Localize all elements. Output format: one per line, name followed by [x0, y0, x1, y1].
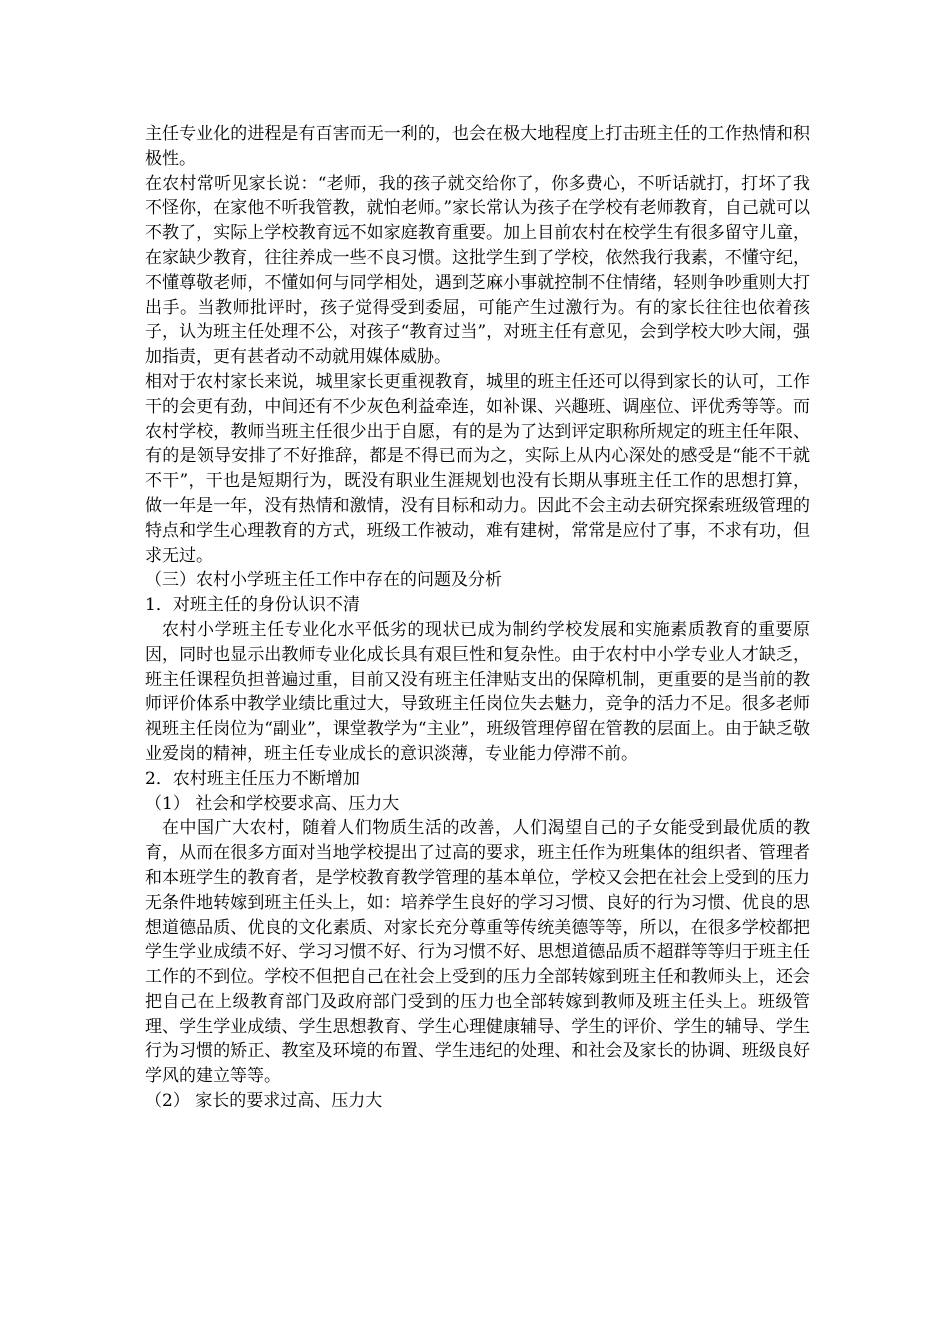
paragraph-identity: 农村小学班主任专业化水平低劣的现状已成为制约学校发展和实施素质教育的重要原因，同时也显示出教师专业化成长具有艰巨性和复杂性。由于农村中小学专业人才缺乏，班主任课程负担普遍过重，目前又没有班主任津贴支出的保障机制，更重要的是当前的教师评价体系中教学业绩比重过大，导致班主任岗位失去魅力，竞争的活力不足。很多老师视班主任岗位为“副业”，课堂教学为“主业”，班级管理停留在管教的层面上。由于缺乏敬业爱岗的精神，班主任专业成长的意识淡薄，专业能力停滞不前。 [145, 619, 810, 764]
subheading-1: 1．对班主任的身份认识不清 [145, 595, 360, 616]
subheading-2-1: （1） 社会和学校要求高、压力大 [145, 793, 400, 814]
subheading-2-2: （2） 家长的要求过高、压力大 [145, 1091, 383, 1112]
subheading-2: 2．农村班主任压力不断增加 [145, 768, 360, 789]
paragraph-urban-comparison: 相对于农村家长来说，城里家长更重视教育，城里的班主任还可以得到家长的认可，工作干的会更有劲，中间还有不少灰色利益牵连，如补课、兴趣班、调座位、评优秀等等。而农村学校，教师当班主任很少出于自愿，有的是为了达到评定职称所规定的班主任年限、有的是领导安排了不好推辞，都是不得已而为之，实际上从内心深处的感受是“能不干就不干”，干也是短期行为，既没有职业生涯规划也没有长期从事班主任工作的思想打算，做一年是一年，没有热情和激情，没有目标和动力。因此不会主动去研究探索班级管理的特点和学生心理教育的方式，班级工作被动，难有建树，常常是应付了事，不求有功，但求无过。 [145, 371, 810, 566]
paragraph-social-pressure: 在中国广大农村，随着人们物质生活的改善，人们渴望自己的子女能受到最优质的教育，从而在很多方面对当地学校提出了过高的要求，班主任作为班集体的组织者、管理者和本班学生的教育者，是学校教育教学管理的基本单位，学校又会把在社会上受到的压力无条件地转嫁到班主任头上，如：培养学生良好的学习习惯、良好的行为习惯、优良的思想道德品质、优良的文化素质、对家长充分尊重等传统美德等等，所以，在很多学校都把学生学业成绩不好、学习习惯不好、行为习惯不好、思想道德品质不超群等等归于班主任工作的不到位。学校不但把自己在社会上受到的压力全部转嫁到班主任和教师头上，还会把自己在上级教育部门及政府部门受到的压力也全部转嫁到教师及班主任头上。班级管理、学生学业成绩、学生思想教育、学生心理健康辅导、学生的评价、学生的辅导、学生行为习惯的矫正、教室及环境的布置、学生违纪的处理、和社会及家长的协调、班级良好学风的建立等等。 [145, 818, 810, 1087]
document-page [145, 122, 810, 1114]
paragraph-continuation: 主任专业化的进程是有百害而无一利的，也会在极大地程度上打击班主任的工作热情和积极性。 [145, 124, 810, 169]
section-heading-three: （三）农村小学班主任工作中存在的问题及分析 [145, 570, 502, 591]
paragraph-rural-parents: 在农村常听见家长说：“老师，我的孩子就交给你了，你多费心，不听话就打，打坏了我不怪你，在家他不听我管教，就怕老师。”家长常认为孩子在学校有老师教育，自己就可以不教了，实际上学校教育远不如家庭教育重要。加上目前农村在校学生有很多留守儿童，在家缺少教育，往往养成一些不良习惯。这批学生到了学校，依然我行我素，不懂守纪，不懂尊敬老师，不懂如何与同学相处，遇到芝麻小事就控制不住情绪，轻则争吵重则大打出手。当教师批评时，孩子觉得受到委屈，可能产生过激行为。有的家长往往也依着孩子，认为班主任处理不公，对孩子“教育过当”，对班主任有意见，会到学校大吵大闹，强加指责，更有甚者动不动就用媒体威胁。 [145, 173, 810, 368]
